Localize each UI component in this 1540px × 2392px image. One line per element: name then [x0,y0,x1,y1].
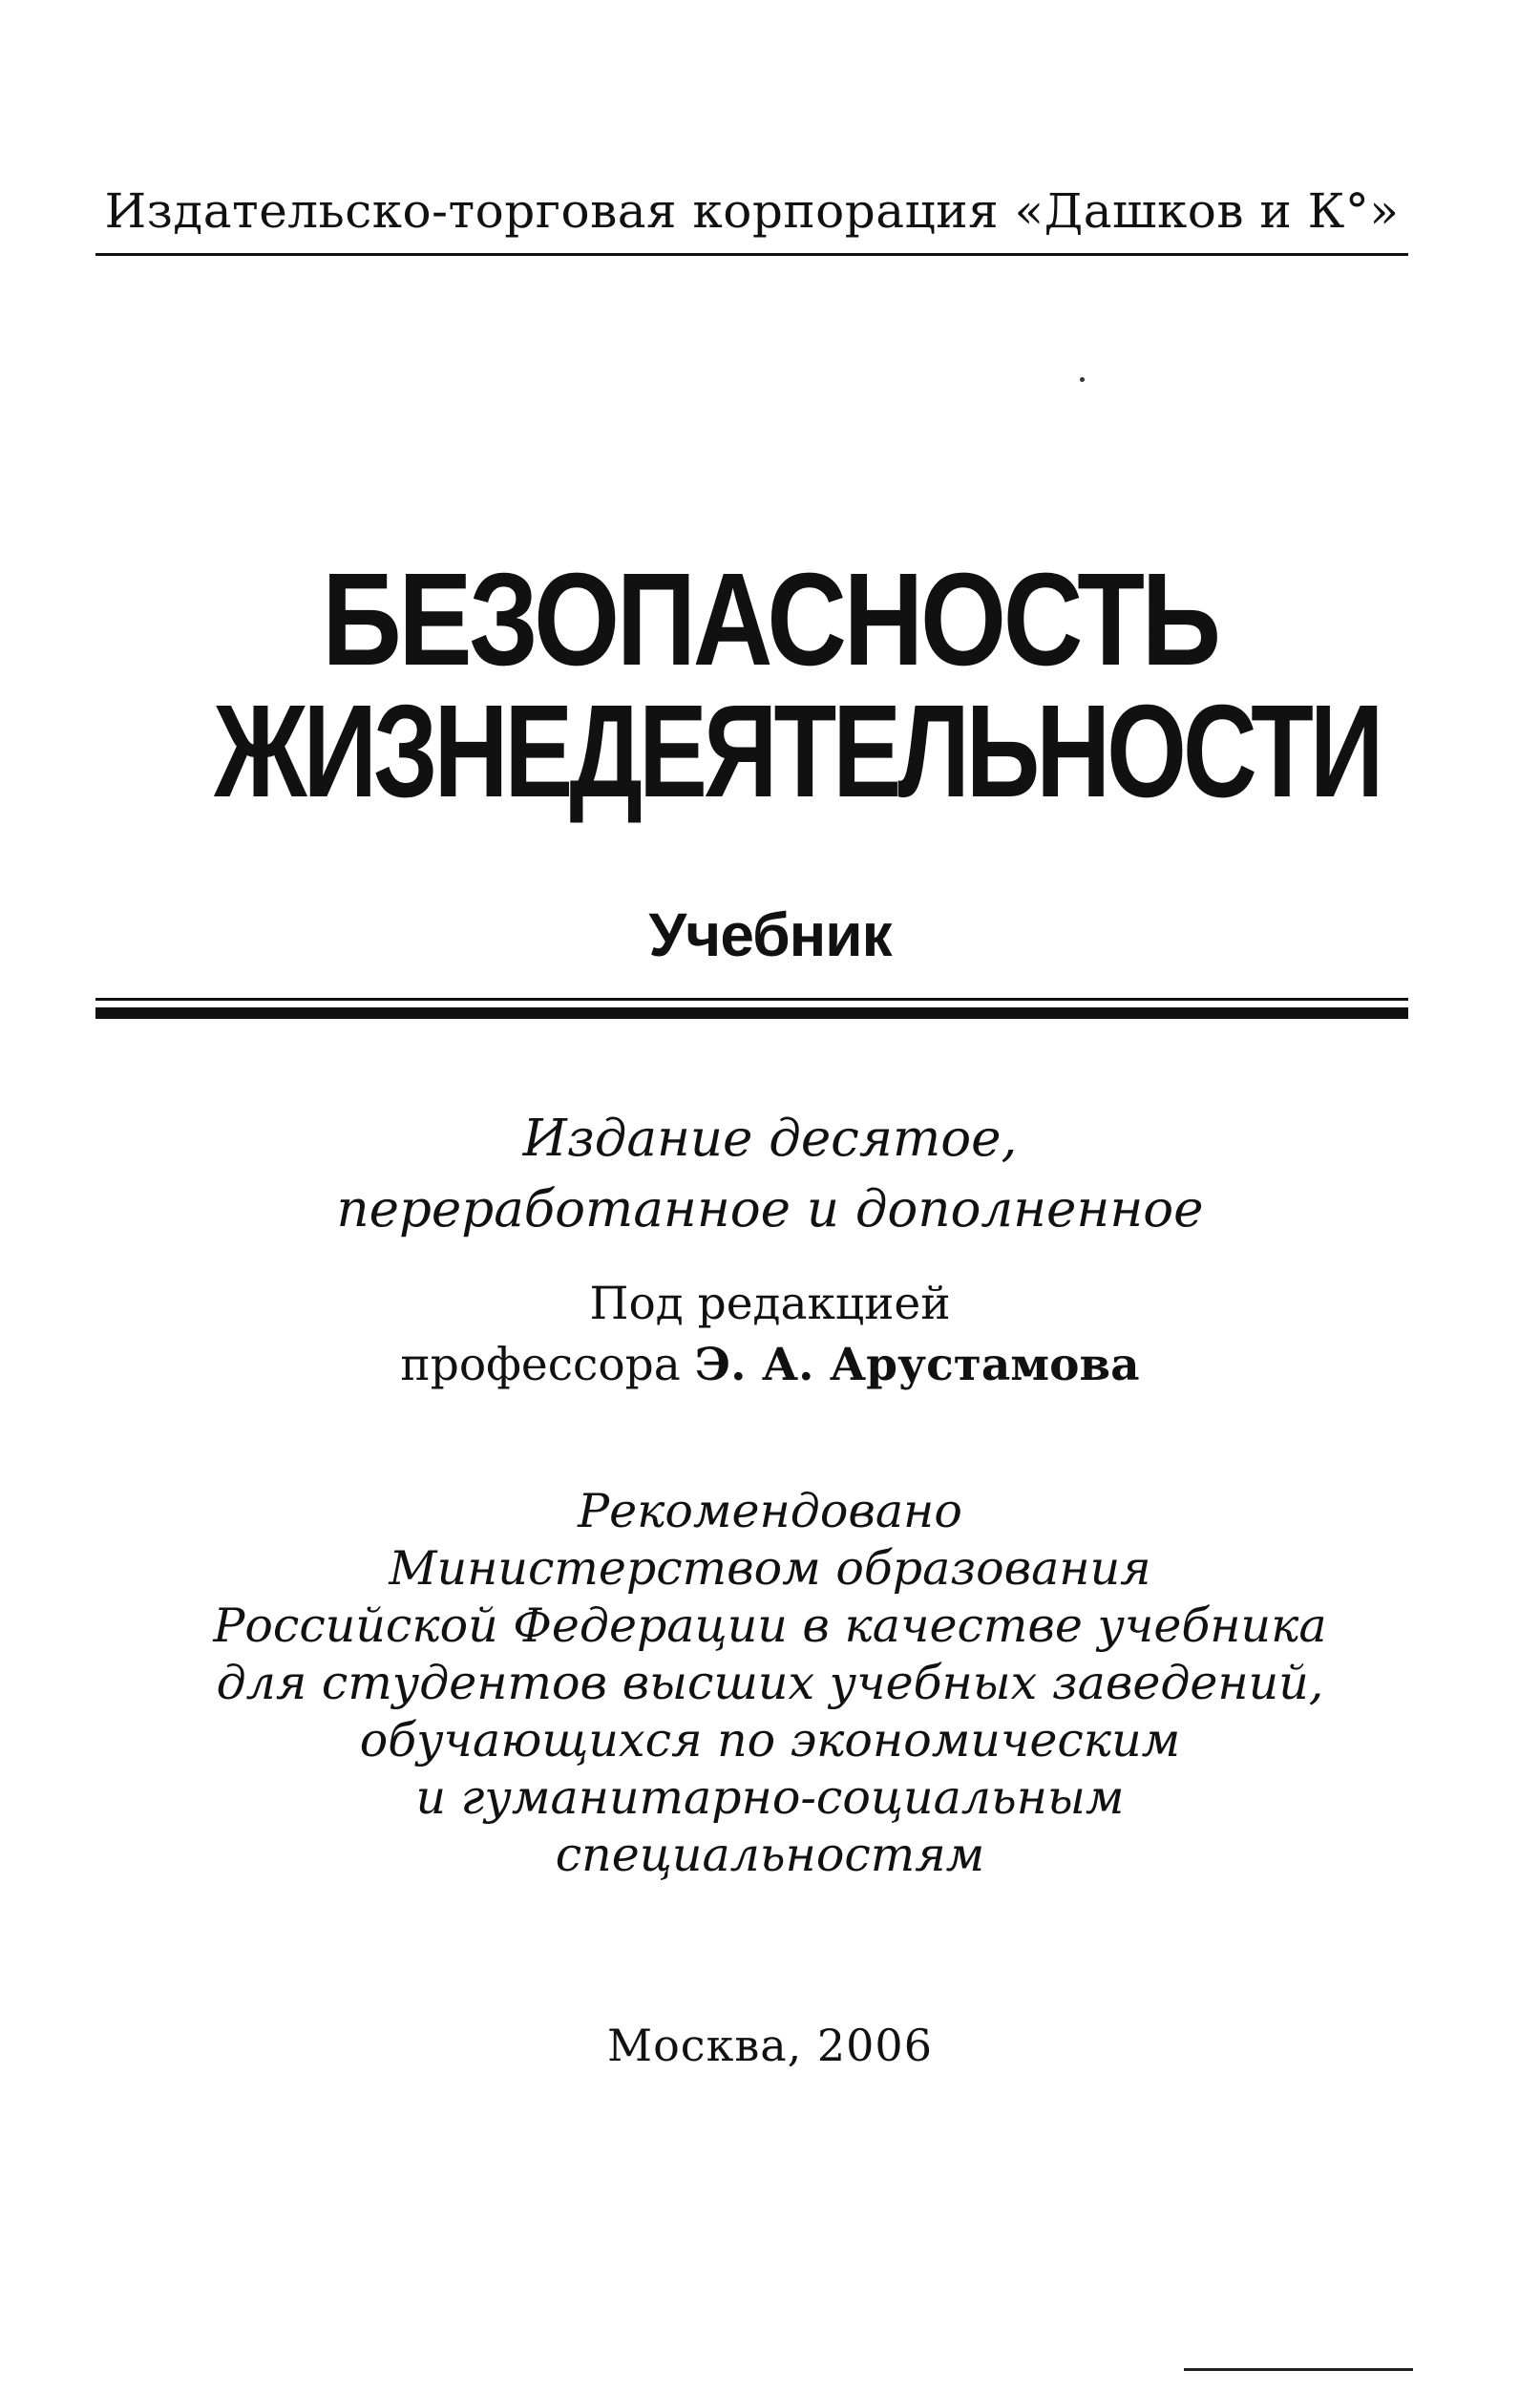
editor-line-2 [0,1339,1540,1391]
edition-line-2: переработанное и дополненное [336,1180,1204,1238]
recommendation-line: и гуманитарно-социальным [415,1770,1125,1825]
book-subtitle: Учебник [648,900,892,969]
editor-title: профессора [400,1339,695,1391]
publisher-divider [95,253,1408,256]
recommendation-line: обучающихся по экономическим [359,1713,1181,1768]
editor-line-1: Под редакцией [589,1278,951,1330]
title-divider-thin [95,998,1408,1001]
page-edge-rule [1184,2368,1413,2371]
recommendation-line: специальностям [555,1828,985,1882]
print-speck [1080,377,1085,382]
recommendation-line: Рекомендовано [578,1484,962,1538]
imprint-city-year: Москва, 2006 [607,2020,933,2071]
edition-line-1: Издание десятое, [522,1110,1018,1168]
book-title-line-1: БЕЗОПАСНОСТЬ [322,546,1218,693]
title-divider-thick [95,1007,1408,1019]
book-title-line-2: ЖИЗНЕДЕЯТЕЛЬНОСТИ [214,678,1381,825]
editor-name: Э. А. Арустамова [694,1339,1140,1391]
recommendation-line: Министерством образования [389,1541,1151,1596]
recommendation-line: Российской Федерации в качестве учебника [213,1598,1327,1653]
publisher-line: Издательско-торговая корпорация «Дашков и К°» [104,183,1400,239]
recommendation-line: для студентов высших учебных заведений, [216,1656,1324,1710]
